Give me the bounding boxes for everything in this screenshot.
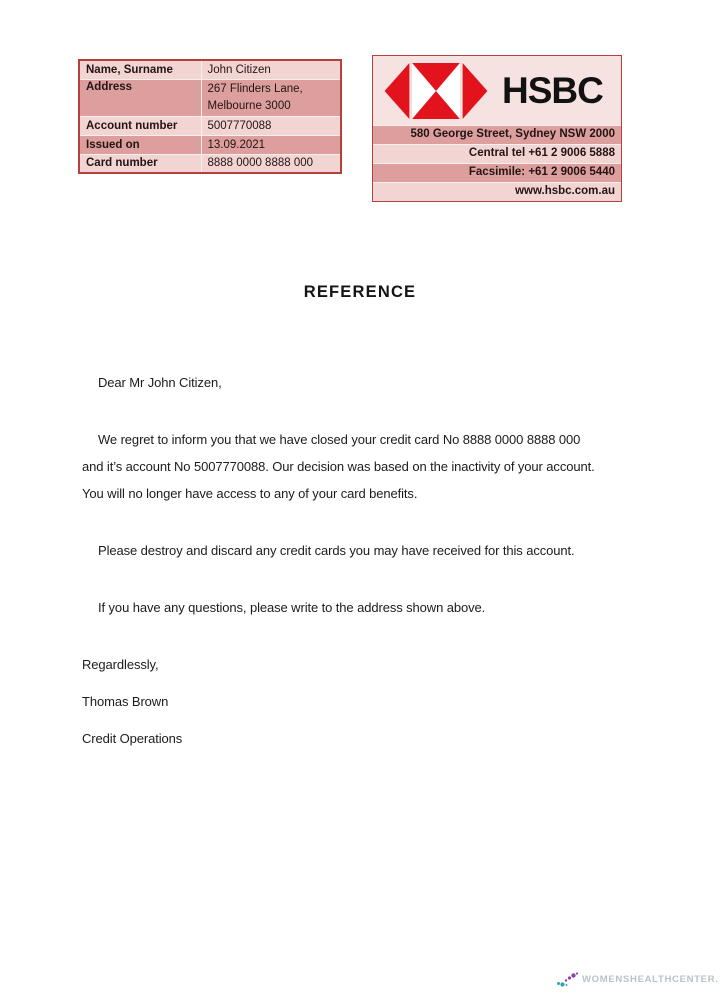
hsbc-website-row: www.hsbc.com.au — [373, 182, 621, 201]
letter-line: Regardlessly, — [82, 657, 159, 672]
row-value: 5007770088 — [201, 116, 341, 135]
signature-name — [82, 688, 595, 715]
table-row-card-number — [79, 154, 341, 173]
paragraph-destroy-cards — [82, 537, 595, 564]
signature-department — [82, 725, 595, 752]
row-value: 13.09.2021 — [201, 135, 341, 154]
paragraph-questions — [82, 594, 595, 621]
hsbc-phone-row: Central tel +61 2 9006 5888 — [373, 144, 621, 163]
letter-line: Thomas Brown — [82, 694, 169, 709]
table-row-name — [79, 60, 341, 79]
account-details-table — [78, 59, 342, 174]
letter-line: and it’s account No 5007770088. Our decision was based on the inactivity of your account. — [82, 459, 595, 474]
address-line-2: Melbourne 3000 — [207, 99, 291, 112]
hsbc-letterhead-box — [372, 55, 622, 202]
hsbc-hexagon-logo-icon — [383, 63, 489, 119]
letter-line: Credit Operations — [82, 731, 183, 746]
row-value: 8888 0000 8888 000 — [201, 154, 341, 173]
salutation — [82, 369, 595, 396]
address-line-1: 267 Flinders Lane, — [207, 82, 303, 95]
table-row-address — [79, 79, 341, 116]
table-row-issued-on — [79, 135, 341, 154]
row-label: Card number — [79, 154, 201, 173]
closing-valediction — [82, 651, 595, 678]
hsbc-brand-name: HSBC — [502, 70, 603, 111]
paragraph-closure-notice — [82, 426, 595, 507]
table-row-account-number — [79, 116, 341, 135]
row-value — [201, 79, 341, 116]
watermark-site-text: WOMENSHEALTHCENTER. — [582, 973, 719, 985]
letter-title: REFERENCE — [303, 283, 417, 301]
letter-line: We regret to inform you that we have closed your credit card No 8888 0000 8888 000 — [98, 432, 581, 447]
row-value: John Citizen — [201, 60, 341, 79]
row-label: Address — [79, 79, 201, 116]
dots-swirl-icon — [556, 971, 579, 988]
letter-line: Dear Mr John Citizen, — [98, 375, 222, 390]
hsbc-logo-cell — [373, 56, 621, 125]
row-label: Account number — [79, 116, 201, 135]
hsbc-address-row: 580 George Street, Sydney NSW 2000 — [373, 125, 621, 144]
row-label: Issued on — [79, 135, 201, 154]
letter-line: If you have any questions, please write to the address shown above. — [98, 600, 486, 615]
letter-body — [82, 369, 595, 752]
letter-line: Please destroy and discard any credit cards you may have received for this account. — [98, 543, 575, 558]
hsbc-facsimile-row: Facsimile: +61 2 9006 5440 — [373, 163, 621, 182]
letter-line: You will no longer have access to any of your card benefits. — [82, 486, 418, 501]
watermark — [556, 968, 720, 990]
row-label: Name, Surname — [79, 60, 201, 79]
